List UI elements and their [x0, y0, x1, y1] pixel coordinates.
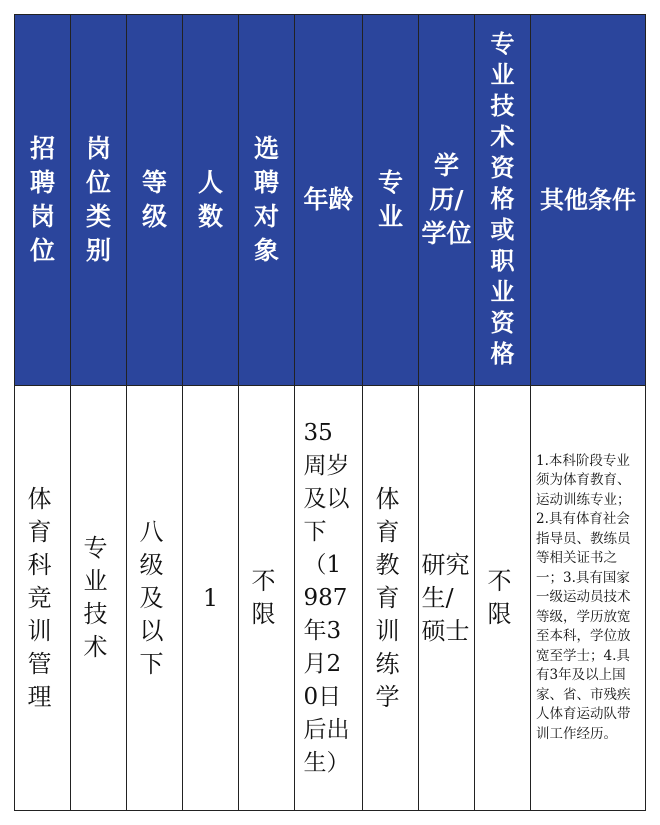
cell-major: 体育教育训练学	[363, 386, 419, 811]
header-target: 选聘对象	[239, 15, 295, 386]
cell-category: 专业技术	[71, 386, 127, 811]
recruitment-table	[14, 14, 646, 811]
cell-target: 不限	[239, 386, 295, 811]
cell-grade: 八级及以下	[127, 386, 183, 811]
header-major: 专业	[363, 15, 419, 386]
header-grade: 等级	[127, 15, 183, 386]
cell-education: 研究生/硕士	[419, 386, 475, 811]
table-row	[15, 386, 646, 811]
header-other: 其他条件	[531, 15, 646, 386]
cell-age: 35周岁及以下（1987年3月20日后出生）	[295, 386, 363, 811]
header-age: 年龄	[295, 15, 363, 386]
cell-count: 1	[183, 386, 239, 811]
cell-other-conditions: 1.本科阶段专业须为体育教育、运动训练专业；2.具有体育社会指导员、教练员等相关证书之一；3.具有国家一级运动员技术等级，学历放宽至本科，学位放宽至学士；4.具有3年及以上国家、省、市残疾人体育运动队带训工作经历。	[531, 386, 646, 811]
header-position: 招聘岗位	[15, 15, 71, 386]
cell-position: 体育科竞训管理	[15, 386, 71, 811]
header-education: 学历/学位	[419, 15, 475, 386]
header-row	[15, 15, 646, 386]
header-count: 人数	[183, 15, 239, 386]
header-category: 岗位类别	[71, 15, 127, 386]
header-qualification: 专业技术资格或职业资格	[475, 15, 531, 386]
cell-qualification: 不限	[475, 386, 531, 811]
